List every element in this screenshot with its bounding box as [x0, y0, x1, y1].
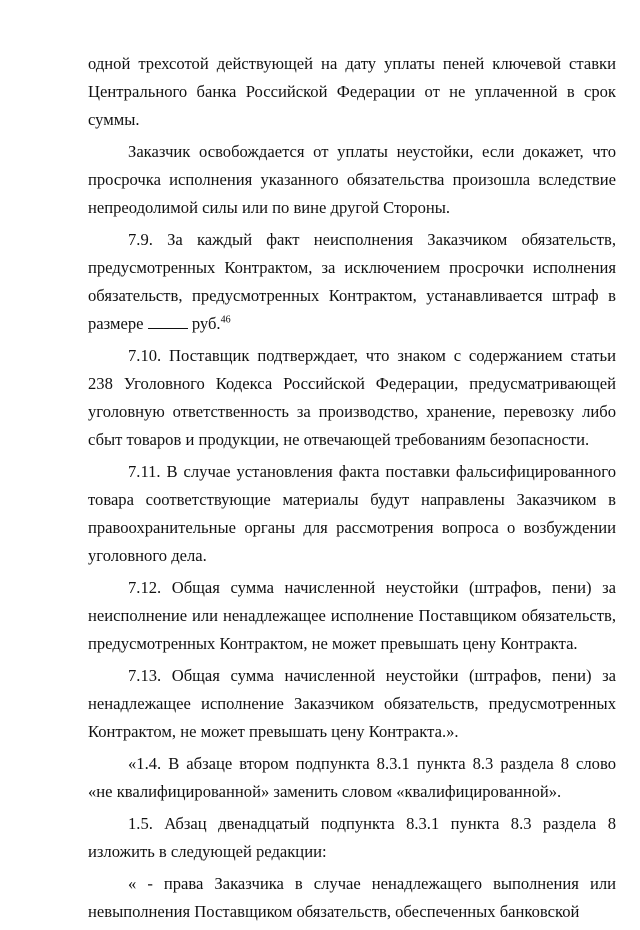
paragraph-1-4: «1.4. В абзаце втором подпункта 8.3.1 пункта 8.3 раздела 8 слово «не квалифицированной» заменить словом «квалифицированной».	[88, 754, 616, 801]
paragraph-quote-start: « - права Заказчика в случае ненадлежащего выполнения или невыполнения Поставщиком обязательств, обеспеченных банковской	[88, 874, 616, 921]
paragraph-7-9-text: 7.9. За каждый факт неисполнения Заказчиком обязательств, предусмотренных Контрактом, за исключением просрочки исполнения обязательств, предусмотренных Контрактом, устанавливается штраф в размере	[88, 230, 616, 333]
amount-blank-line	[148, 314, 188, 329]
currency-unit: руб.	[187, 314, 221, 333]
document-body	[88, 50, 616, 930]
paragraph-7-11: 7.11. В случае установления факта поставки фальсифицированного товара соответствующие материалы будут направлены Заказчиком в правоохранительные органы для рассмотрения вопроса о возбуждении уголовного дела.	[88, 462, 616, 565]
footnote-ref: 46	[220, 314, 231, 326]
paragraph-7-10: 7.10. Поставщик подтверждает, что знаком с содержанием статьи 238 Уголовного Кодекса Российской Федерации, предусматривающей уголовную ответственность за производство, хранение, перевозку либо сбыт товаров и продукции, не отвечающей требованиям безопасности.	[88, 346, 616, 449]
paragraph-1-5: 1.5. Абзац двенадцатый подпункта 8.3.1 пункта 8.3 раздела 8 изложить в следующей редакции:	[88, 814, 616, 861]
paragraph-penalty-rate-continuation: одной трехсотой действующей на дату уплаты пеней ключевой ставки Центрального банка Российской Федерации от не уплаченной в срок суммы.	[88, 54, 616, 129]
paragraph-7-9	[88, 226, 616, 338]
paragraph-7-12: 7.12. Общая сумма начисленной неустойки (штрафов, пени) за неисполнение или ненадлежащее исполнение Поставщиком обязательств, предусмотренных Контрактом, не может превышать цену Контракта.	[88, 578, 616, 653]
paragraph-7-13: 7.13. Общая сумма начисленной неустойки (штрафов, пени) за ненадлежащее исполнение Заказчиком обязательств, предусмотренных Контрактом, не может превышать цену Контракта.».	[88, 666, 616, 741]
paragraph-exemption: Заказчик освобождается от уплаты неустойки, если докажет, что просрочка исполнения указанного обязательства произошла вследствие непреодолимой силы или по вине другой Стороны.	[88, 142, 616, 217]
